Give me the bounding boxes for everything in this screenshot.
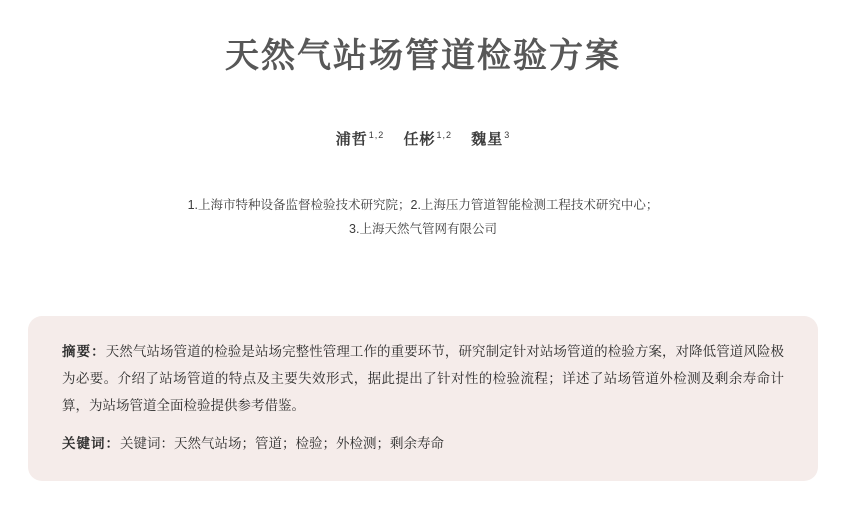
affiliation-list: [0, 193, 846, 242]
abstract-label: 摘要：: [62, 344, 106, 359]
author-list: [0, 128, 846, 149]
author-name: 任彬: [403, 130, 436, 148]
author-affiliation-marker: 3: [504, 129, 511, 140]
keywords-paragraph: [62, 431, 784, 457]
author-entry: [471, 131, 510, 148]
author-affiliation-marker: 1,2: [368, 129, 385, 140]
abstract-text: 天然气站场管道的检验是站场完整性管理工作的重要环节，研究制定针对站场管道的检验方案，对降低管道风险极为必要。介绍了站场管道的特点及主要失效形式，据此提出了针对性的检验流程；详述了站场管道外检测及剩余寿命计算，为站场管道全面检验提供参考借鉴。: [62, 344, 784, 413]
author-affiliation-marker: 1,2: [436, 129, 453, 140]
page-title: 天然气站场管道检验方案: [225, 37, 621, 75]
abstract-paragraph: [62, 338, 784, 419]
abstract-panel: [28, 316, 818, 481]
keywords-text: 关键词：天然气站场；管道；检验；外检测；剩余寿命: [120, 436, 444, 451]
affiliation-line: 1.上海市特种设备监督检验技术研究院；2.上海压力管道智能检测工程技术研究中心；: [187, 197, 659, 212]
author-entry: [403, 131, 452, 148]
keywords-label: 关键词：: [62, 436, 120, 451]
author-entry: [336, 131, 385, 148]
author-name: 浦哲: [335, 130, 368, 148]
affiliation-line: 3.上海天然气管网有限公司: [349, 222, 497, 237]
author-name: 魏星: [471, 130, 504, 148]
